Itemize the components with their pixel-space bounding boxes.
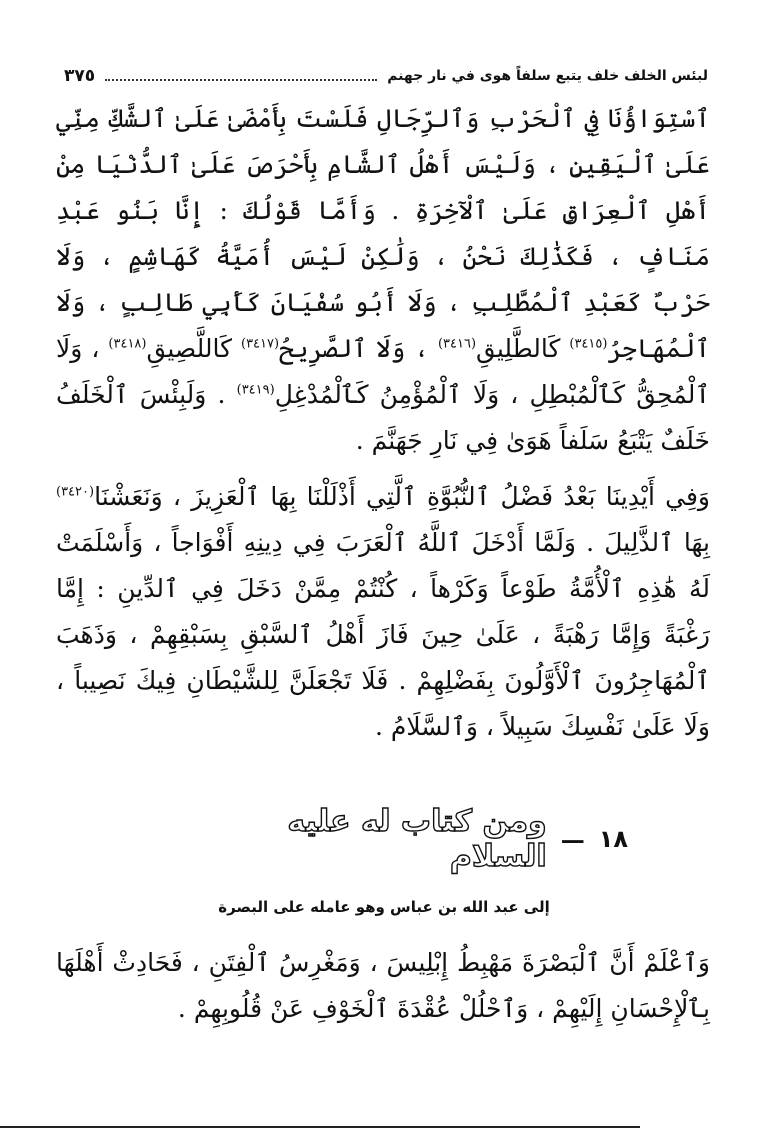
running-head <box>64 62 708 90</box>
section-subtitle: إلى عبد الله بن عباس وهو عامله على البصرة <box>218 898 550 916</box>
text-segment: كَالطَّلِيقِ <box>476 334 570 363</box>
text-segment: . وَلَبِئْسَ ٱلْخَلَفُ خَلَفٌ يَتْبَعُ سَلَفاً هَوَىٰ فِي نَارِ جَهَنَّمَ . <box>56 380 710 455</box>
footnote-marker: (٣٤١٩) <box>236 382 275 398</box>
text-segment: وَفِي أَيْدِينَا بَعْدُ فَضْلُ ٱلنُّبُوَّةِ ٱلَّتِي أَذْلَلْنَا بِهَا ٱلْعَزِيزَ ، وَنَعَشْنَا <box>94 482 710 511</box>
text-segment: ، وَلَا ٱلصَّرِيحُ <box>279 334 438 363</box>
footnote-marker: (٣٤٢٠) <box>56 484 95 500</box>
paragraph-1 <box>56 96 710 464</box>
footnote-marker: (٣٤١٥) <box>569 336 608 352</box>
section-title: ومن كتاب له عليه السلام <box>287 804 547 874</box>
paragraph-2 <box>56 474 710 750</box>
text-segment: ٱسْتِوَاؤُنَا فِي ٱلْحَرْبِ وَٱلرِّجَالِ فَلَسْتَ بِأَمْضَىٰ عَلَىٰ ٱلشَّكِّ مِنِّي عَلَىٰ ٱلْيَقِينِ ، وَلَيْسَ أَهْلُ ٱلشَّامِ بِأَحْرَصَ عَلَىٰ ٱلدُّنْيَا مِنْ أَهْلِ ٱلْعِرَاقِ عَلَىٰ ٱلْآخِرَةِ . وَأَمَّا قَوْلُكَ : إِنَّا بَنُو عَبْدِ مَنَافٍ ، فَكَذَٰلِكَ نَحْنُ ، وَلَٰكِنْ لَيْسَ أُمَيَّةُ كَهَاشِمٍ ، وَلَا حَرْبٌ كَعَبْدِ ٱلْمُطَّلِبِ ، وَلَا أَبُو سُفْيَانَ كَأَبِي طَالِبٍ ، وَلَا ٱلْمُهَاجِرُ <box>56 104 710 363</box>
text-segment: ، وَلَا ٱلْمُحِقُّ كَٱلْمُبْطِلِ ، وَلَا ٱلْمُؤْمِنُ كَٱلْمُدْغِلِ <box>56 334 710 409</box>
section-dash: — <box>560 824 585 854</box>
leader-dots <box>105 79 377 81</box>
footnote-marker: (٣٤١٨) <box>108 336 147 352</box>
footnote-marker: (٣٤١٦) <box>437 336 477 352</box>
section-heading <box>230 804 628 874</box>
bottom-rule <box>0 1126 640 1128</box>
page-number: ٣٧٥ <box>64 66 96 86</box>
section-number: ١٨ <box>598 825 628 853</box>
text-segment: كَاللَّصِيقِ <box>146 334 241 363</box>
paragraph-3: وَٱعْلَمْ أَنَّ ٱلْبَصْرَةَ مَهْبِطُ إِبْلِيسَ ، وَمَغْرِسُ ٱلْفِتَنِ ، فَحَادِثْ أَهْلَهَا بِٱلْإِحْسَانِ إِلَيْهِمْ ، وَٱحْلُلْ عُقْدَةَ ٱلْخَوْفِ عَنْ قُلُوبِهِمْ . <box>56 948 710 1023</box>
footnote-marker: (٣٤١٧) <box>241 336 280 352</box>
text-segment: بِهَا ٱلذَّلِيلَ . وَلَمَّا أَدْخَلَ ٱللَّهُ ٱلْعَرَبَ فِي دِينِهِ أَفْوَاجاً ، وَأَسْلَمَتْ لَهُ هَٰذِهِ ٱلْأُمَّةُ طَوْعاً وَكَرْهاً ، كُنْتُمْ مِمَّنْ دَخَلَ فِي ٱلدِّينِ : إِمَّا رَغْبَةً وَإِمَّا رَهْبَةً ، عَلَىٰ حِينَ فَازَ أَهْلُ ٱلسَّبْقِ بِسَبْقِهِمْ ، وَذَهَبَ ٱلْمُهَاجِرُونَ ٱلْأَوَّلُونَ بِفَضْلِهِمْ . فَلَا تَجْعَلَنَّ لِلشَّيْطَانِ فِيكَ نَصِيباً ، وَلَا عَلَىٰ نَفْسِكَ سَبِيلاً ، وَٱلسَّلَامُ . <box>56 528 710 741</box>
running-head-title: لبئس الخلف خلف يتبع سلفاً هوى في نار جهنم <box>387 68 708 84</box>
